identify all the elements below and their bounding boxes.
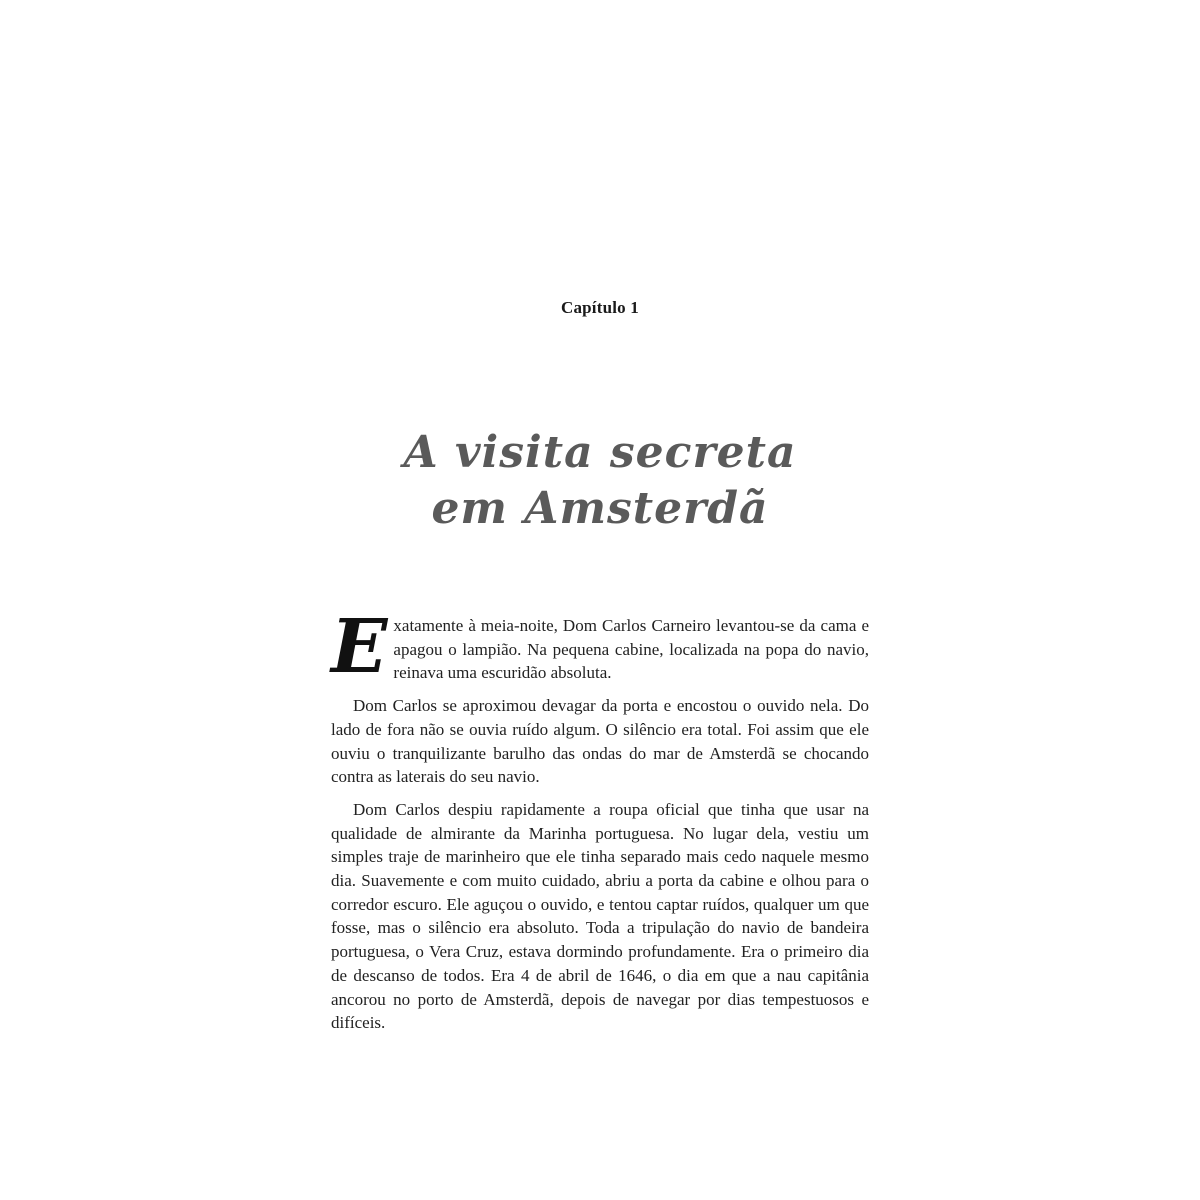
paragraph-3: Dom Carlos despiu rapidamente a roupa oficial que tinha que usar na qualidade de almirante da Marinha portuguesa. No lugar dela, vestiu um simples traje de marinheiro que ele tinha separado mais cedo naquele mesmo dia. Suavemente e com muito cuidado, abriu a porta da cabine e olhou para o corredor escuro. Ele aguçou o ouvido, e tentou captar ruídos, qualquer um que fosse, mas o silêncio era absoluto. Toda a tripulação do navio de bandeira portuguesa, o Vera Cruz, estava dormindo profundamente. Era o primeiro dia de descanso de todos. Era 4 de abril de 1646, o dia em que a nau capitânia ancorou no porto de Amsterdã, depois de navegar por dias tempestuosos e difíceis. [331,799,869,1033]
paragraph-1-text: xatamente à meia-noite, Dom Carlos Carneiro levantou-se da cama e apagou o lampião. Na pequena cabine, localizada na popa do navio, reinava uma escuridão absoluta. [393,616,869,683]
paragraph-1 [331,604,869,690]
chapter-title-line-1: A visita secreta [403,427,797,478]
drop-cap: E [331,604,388,690]
chapter-label: Capítulo 1 [560,298,640,317]
paragraph-2: Dom Carlos se aproximou devagar da porta e encostou o ouvido nela. Do lado de fora não se ouvia ruído algum. O silêncio era total. Foi assim que ele ouviu o tranquilizante barulho das ondas do mar de Amsterdã se chocando contra as laterais do seu navio. [331,696,869,787]
chapter-title-line-2: em Amsterdã [431,483,769,534]
chapter-title [0,425,1200,537]
body-text [331,604,869,1044]
